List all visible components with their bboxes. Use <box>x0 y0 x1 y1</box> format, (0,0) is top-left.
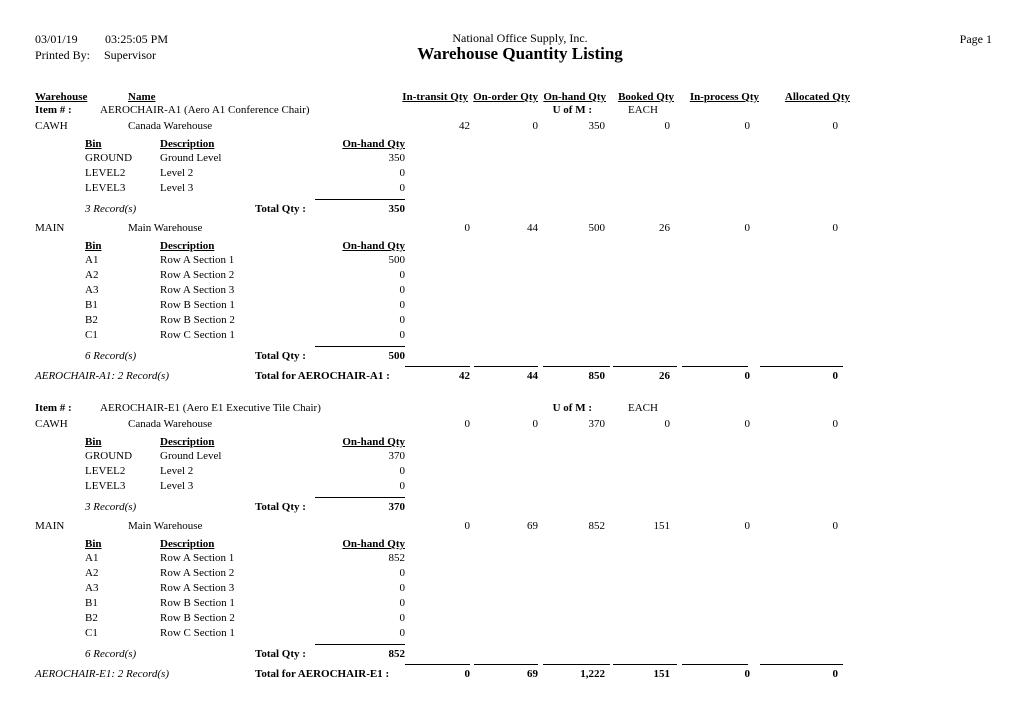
bin-on-hand-qty: 852 <box>388 552 405 564</box>
warehouse-name: Canada Warehouse <box>128 418 213 430</box>
bin-total-separator-line <box>315 644 405 645</box>
bin-code: B1 <box>85 299 98 311</box>
warehouse-booked-qty: 0 <box>664 120 670 132</box>
item-number-value: AEROCHAIR-E1 (Aero E1 Executive Tile Chair) <box>100 402 321 414</box>
warehouse-on-hand-qty: 350 <box>588 120 605 132</box>
bin-description: Row B Section 2 <box>160 612 235 624</box>
bin-on-hand-qty: 0 <box>399 597 405 609</box>
warehouse-allocated-qty: 0 <box>832 120 838 132</box>
item-total-on-hand-qty: 850 <box>588 370 605 382</box>
item-total-in-process-qty: 0 <box>744 668 750 680</box>
warehouse-in-transit-qty: 0 <box>464 418 470 430</box>
bin-code: A1 <box>85 254 99 266</box>
bin-on-hand-qty: 500 <box>388 254 405 266</box>
warehouse-code: CAWH <box>35 120 68 132</box>
warehouse-in-process-qty: 0 <box>744 418 750 430</box>
bin-code: A3 <box>85 284 99 296</box>
total-qty-value: 500 <box>388 350 405 362</box>
bin-code: B1 <box>85 597 98 609</box>
report-title: Warehouse Quantity Listing <box>417 44 623 63</box>
item-total-in-transit-qty: 0 <box>464 668 470 680</box>
item-total-separator-line <box>760 366 843 367</box>
bin-description: Row C Section 1 <box>160 329 235 341</box>
bin-on-hand-qty: 0 <box>399 582 405 594</box>
warehouse-on-hand-qty: 852 <box>588 520 605 532</box>
warehouse-booked-qty: 26 <box>659 222 670 234</box>
bin-description: Level 3 <box>160 480 194 492</box>
total-qty-label: Total Qty : <box>255 501 306 513</box>
col-header-booked-qty: Booked Qty <box>618 91 674 103</box>
total-qty-label: Total Qty : <box>255 350 306 362</box>
col-header-in-process-qty: In-process Qty <box>689 91 759 103</box>
warehouse-name: Main Warehouse <box>128 520 203 532</box>
bin-col-header-description: Description <box>160 138 215 150</box>
item-total-separator-line <box>682 664 748 665</box>
bin-total-separator-line <box>315 346 405 347</box>
company-name: National Office Supply, Inc. <box>452 31 588 45</box>
item-total-in-process-qty: 0 <box>744 370 750 382</box>
bin-code: A3 <box>85 582 99 594</box>
warehouse-allocated-qty: 0 <box>832 418 838 430</box>
warehouse-on-hand-qty: 370 <box>588 418 605 430</box>
warehouse-in-transit-qty: 42 <box>459 120 470 132</box>
item-number-label: Item # : <box>35 402 72 414</box>
bin-code: C1 <box>85 329 98 341</box>
bin-description: Row A Section 2 <box>160 567 235 579</box>
bin-description: Level 3 <box>160 182 194 194</box>
warehouse-in-process-qty: 0 <box>744 222 750 234</box>
uofm-value: EACH <box>628 104 658 116</box>
item-total-on-order-qty: 69 <box>527 668 538 680</box>
bin-col-header-on-hand-qty: On-hand Qty <box>342 138 405 150</box>
item-total-label: Total for AEROCHAIR-A1 : <box>255 370 390 382</box>
bin-code: LEVEL2 <box>85 167 126 179</box>
page-number: Page 1 <box>959 32 992 46</box>
bin-on-hand-qty: 350 <box>388 152 405 164</box>
printed-by-value: Supervisor <box>104 48 156 62</box>
warehouse-on-order-qty: 69 <box>527 520 538 532</box>
bin-col-header-bin: Bin <box>85 138 102 150</box>
bin-on-hand-qty: 0 <box>399 314 405 326</box>
bin-code: A2 <box>85 567 99 579</box>
total-qty-label: Total Qty : <box>255 648 306 660</box>
warehouse-on-order-qty: 44 <box>527 222 538 234</box>
warehouse-in-transit-qty: 0 <box>464 520 470 532</box>
bin-description: Row A Section 1 <box>160 254 235 266</box>
item-total-label: Total for AEROCHAIR-E1 : <box>255 668 390 680</box>
item-total-separator-line <box>474 664 538 665</box>
bin-on-hand-qty: 0 <box>399 627 405 639</box>
bin-col-header-description: Description <box>160 240 215 252</box>
warehouse-in-process-qty: 0 <box>744 520 750 532</box>
bin-on-hand-qty: 0 <box>399 167 405 179</box>
bin-on-hand-qty: 0 <box>399 567 405 579</box>
total-qty-value: 852 <box>388 648 405 660</box>
bin-total-separator-line <box>315 497 405 498</box>
bin-on-hand-qty: 0 <box>399 329 405 341</box>
item-total-booked-qty: 26 <box>659 370 670 382</box>
item-total-allocated-qty: 0 <box>832 370 838 382</box>
item-total-separator-line <box>613 664 677 665</box>
bin-total-separator-line <box>315 199 405 200</box>
item-total-booked-qty: 151 <box>653 668 670 680</box>
bin-col-header-bin: Bin <box>85 240 102 252</box>
bin-code: C1 <box>85 627 98 639</box>
item-total-on-order-qty: 44 <box>527 370 538 382</box>
bin-code: B2 <box>85 612 98 624</box>
total-qty-label: Total Qty : <box>255 203 306 215</box>
bin-description: Ground Level <box>160 152 222 164</box>
item-total-separator-line <box>682 366 748 367</box>
warehouse-name: Canada Warehouse <box>128 120 213 132</box>
item-number-label: Item # : <box>35 104 72 116</box>
bin-records-count: 6 Record(s) <box>85 648 137 660</box>
item-total-separator-line <box>474 366 538 367</box>
bin-description: Row A Section 2 <box>160 269 235 281</box>
item-total-separator-line <box>405 366 470 367</box>
bin-on-hand-qty: 0 <box>399 299 405 311</box>
bin-code: GROUND <box>85 152 133 164</box>
col-header-on-order-qty: On-order Qty <box>473 91 538 103</box>
report-date: 03/01/19 <box>35 32 78 46</box>
col-header-in-transit-qty: In-transit Qty <box>402 91 468 103</box>
bin-records-count: 6 Record(s) <box>85 350 137 362</box>
warehouse-code: CAWH <box>35 418 68 430</box>
total-qty-value: 370 <box>388 501 405 513</box>
bin-code: A1 <box>85 552 99 564</box>
bin-col-header-description: Description <box>160 436 215 448</box>
bin-on-hand-qty: 0 <box>399 269 405 281</box>
bin-description: Row C Section 1 <box>160 627 235 639</box>
bin-description: Ground Level <box>160 450 222 462</box>
bin-records-count: 3 Record(s) <box>85 203 137 215</box>
bin-description: Row A Section 1 <box>160 552 235 564</box>
item-number-value: AEROCHAIR-A1 (Aero A1 Conference Chair) <box>100 104 310 116</box>
col-header-allocated-qty: Allocated Qty <box>784 91 850 103</box>
warehouse-code: MAIN <box>35 222 65 234</box>
bin-on-hand-qty: 0 <box>399 480 405 492</box>
uofm-value: EACH <box>628 402 658 414</box>
bin-code: A2 <box>85 269 99 281</box>
bin-description: Level 2 <box>160 465 194 477</box>
item-total-separator-line <box>543 664 610 665</box>
bin-description: Row A Section 3 <box>160 582 235 594</box>
report-time: 03:25:05 PM <box>105 32 169 46</box>
bin-description: Row B Section 1 <box>160 597 235 609</box>
bin-on-hand-qty: 0 <box>399 182 405 194</box>
bin-on-hand-qty: 0 <box>399 612 405 624</box>
bin-description: Row B Section 1 <box>160 299 235 311</box>
bin-code: GROUND <box>85 450 133 462</box>
bin-on-hand-qty: 0 <box>399 284 405 296</box>
printed-by-label: Printed By: <box>35 48 91 62</box>
warehouse-in-process-qty: 0 <box>744 120 750 132</box>
bin-description: Level 2 <box>160 167 194 179</box>
warehouse-booked-qty: 151 <box>653 520 670 532</box>
bin-code: LEVEL3 <box>85 182 126 194</box>
col-header-name: Name <box>128 91 156 103</box>
item-total-on-hand-qty: 1,222 <box>580 668 605 680</box>
bin-col-header-on-hand-qty: On-hand Qty <box>342 436 405 448</box>
warehouse-allocated-qty: 0 <box>832 520 838 532</box>
bin-col-header-bin: Bin <box>85 436 102 448</box>
bin-code: LEVEL3 <box>85 480 126 492</box>
item-total-allocated-qty: 0 <box>832 668 838 680</box>
bin-col-header-on-hand-qty: On-hand Qty <box>342 240 405 252</box>
bin-on-hand-qty: 0 <box>399 465 405 477</box>
col-header-on-hand-qty: On-hand Qty <box>543 91 606 103</box>
bin-col-header-description: Description <box>160 538 215 550</box>
warehouse-on-order-qty: 0 <box>532 418 538 430</box>
bin-description: Row A Section 3 <box>160 284 235 296</box>
total-qty-value: 350 <box>388 203 405 215</box>
warehouse-on-hand-qty: 500 <box>588 222 605 234</box>
bin-col-header-on-hand-qty: On-hand Qty <box>342 538 405 550</box>
warehouse-code: MAIN <box>35 520 65 532</box>
item-total-in-transit-qty: 42 <box>459 370 470 382</box>
item-total-separator-line <box>760 664 843 665</box>
item-records-count: AEROCHAIR-A1: 2 Record(s) <box>35 370 169 382</box>
warehouse-booked-qty: 0 <box>664 418 670 430</box>
item-total-separator-line <box>543 366 610 367</box>
item-records-count: AEROCHAIR-E1: 2 Record(s) <box>35 668 169 680</box>
warehouse-allocated-qty: 0 <box>832 222 838 234</box>
uofm-label: U of M : <box>552 104 592 116</box>
warehouse-in-transit-qty: 0 <box>464 222 470 234</box>
item-total-separator-line <box>613 366 677 367</box>
bin-code: LEVEL2 <box>85 465 126 477</box>
warehouse-on-order-qty: 0 <box>532 120 538 132</box>
bin-col-header-bin: Bin <box>85 538 102 550</box>
bin-code: B2 <box>85 314 98 326</box>
uofm-label: U of M : <box>552 402 592 414</box>
bin-description: Row B Section 2 <box>160 314 235 326</box>
warehouse-name: Main Warehouse <box>128 222 203 234</box>
bin-on-hand-qty: 370 <box>388 450 405 462</box>
item-total-separator-line <box>405 664 470 665</box>
bin-records-count: 3 Record(s) <box>85 501 137 513</box>
col-header-warehouse: Warehouse <box>35 91 88 103</box>
